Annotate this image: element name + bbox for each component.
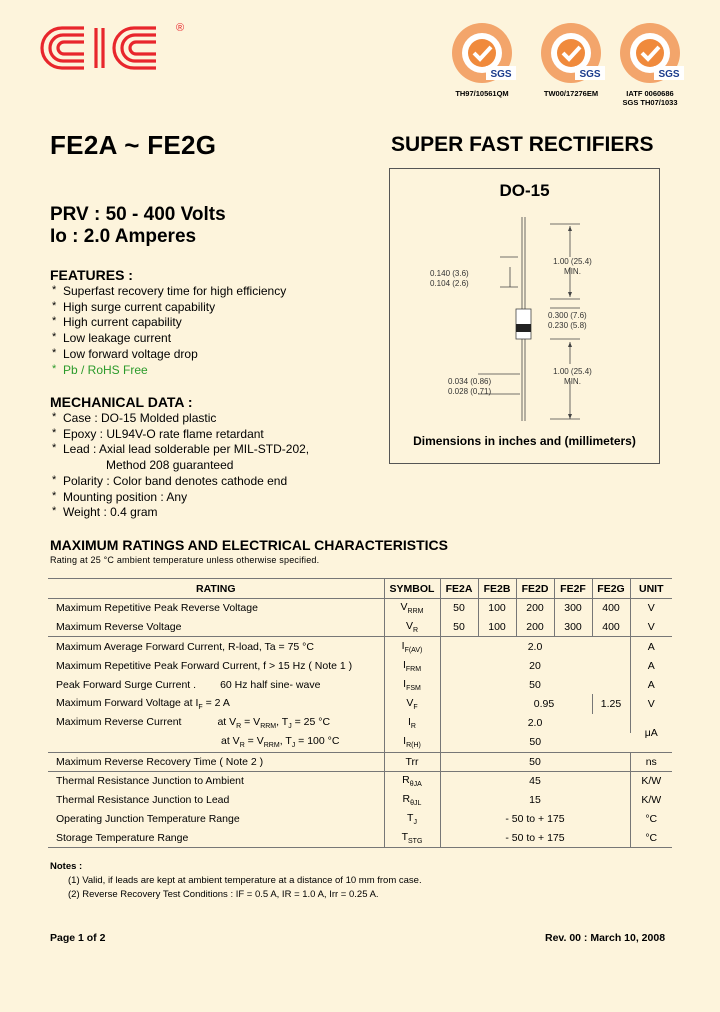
dim-lead-dia: 0.034 (0.86) 0.028 (0.71) <box>448 377 492 396</box>
features-list <box>50 284 286 378</box>
table-row: Peak Forward Surge Current . 60 Hz half sine- wave $I_{FSM}$ 50 A <box>48 675 672 694</box>
product-type-title: SUPER FAST RECTIFIERS <box>391 133 654 156</box>
table-row: Maximum Repetitive Peak Reverse Voltage $V_{RRM}$ 50 100 200 300 400 V <box>48 599 672 618</box>
note-2: (2) Reverse Recovery Test Conditions : IF = 0.5 A, IR = 1.0 A, Irr = 0.25 A. <box>68 889 379 900</box>
ratings-summary <box>50 204 226 248</box>
list-item: * Low leakage current <box>52 331 172 346</box>
package-outline-box <box>389 168 660 464</box>
mechanical-list <box>50 411 309 521</box>
list-item: * Epoxy : UL94V-O rate flame retardant <box>52 426 264 441</box>
note-1: (1) Valid, if leads are kept at ambient temperature at a distance of 10 mm from case. <box>68 875 422 886</box>
table-row: at $V_R = V_{RRM}$, $T_J = 100$ °C $I_{R(H)}$ 50 <box>48 733 672 752</box>
part-number-title: FE2A ~ FE2G <box>50 130 217 160</box>
list-item: * Lead : Axial lead solderable per MIL-STD-202, <box>52 442 310 457</box>
sgs-cert-icon <box>610 20 690 86</box>
table-header-row: RATING SYMBOL FE2A FE2B FE2D FE2F FE2G UNIT <box>48 579 672 599</box>
package-title: DO-15 <box>499 181 550 200</box>
svg-text:SGS: SGS <box>658 69 680 80</box>
registered-mark: ® <box>176 22 185 34</box>
cert-code-3: IATF 0060686 <box>626 89 674 98</box>
list-item: * Polarity : Color band denotes cathode end <box>52 473 288 488</box>
cathode-band <box>516 324 531 332</box>
ratings-subtitle: Rating at 25 °C ambient temperature unless otherwise specified. <box>50 555 320 565</box>
do15-drawing <box>390 169 661 465</box>
dim-lead-len-bot: 1.00 (25.4) MIN. <box>553 367 592 386</box>
table-row: Maximum Reverse Voltage $V_R$ 50 100 200 300 400 V <box>48 618 672 637</box>
list-item: * Case : DO-15 Molded plastic <box>52 411 217 425</box>
notes-heading: Notes : <box>50 861 83 872</box>
cert-badge-1 <box>442 20 537 98</box>
ratings-table <box>48 578 672 848</box>
table-row: Maximum Reverse Current at $V_R = V_{RRM}$, $T_J = 25$ °C $I_R$ 2.0 μA <box>48 714 672 733</box>
notes-block <box>50 860 422 902</box>
list-item: * Superfast recovery time for high efficiency <box>52 284 287 298</box>
list-item: * High current capability <box>52 315 182 330</box>
page-number: Page 1 of 2 <box>50 932 106 944</box>
dim-body-len: 0.300 (7.6) 0.230 (5.8) <box>548 311 587 330</box>
cert-code-2: TW00/17276EM <box>543 89 599 98</box>
sgs-cert-icon <box>531 20 611 86</box>
table-row: Operating Junction Temperature Range $T_J$ - 50 to + 175 °C <box>48 810 672 829</box>
prv-text: PRV : 50 - 400 Volts <box>50 204 226 225</box>
table-row: Thermal Resistance Junction to Lead $R_{\theta JL}$ 15 K/W <box>48 790 672 809</box>
sgs-cert-icon <box>442 20 522 86</box>
list-item: * Mounting position : Any <box>52 489 188 504</box>
table-row: Maximum Repetitive Peak Forward Current, f > 15 Hz ( Note 1 ) $I_{FRM}$ 20 A <box>48 656 672 675</box>
dim-body-dia: 0.140 (3.6) 0.104 (2.6) <box>430 269 469 288</box>
svg-text:SGS: SGS <box>490 69 512 80</box>
list-item: * Low forward voltage drop <box>52 346 198 361</box>
io-text: Io : 2.0 Amperes <box>50 226 197 247</box>
table-row: Maximum Average Forward Current, R-load, Ta = 75 °C $I_{F(AV)}$ 2.0 A <box>48 637 672 656</box>
cert-code-3b: SGS TH07/1033 <box>622 98 678 107</box>
table-row: Maximum Forward Voltage at $I_F = 2$ A $V_F$ 0.95 1.25 V <box>48 694 672 713</box>
table-row: Storage Temperature Range $T_{STG}$ - 50 to + 175 °C <box>48 829 672 848</box>
list-item: Method 208 guaranteed <box>106 458 234 473</box>
list-item: * High surge current capability <box>52 299 216 314</box>
revision-date: Rev. 00 : March 10, 2008 <box>545 932 666 944</box>
ratings-title: MAXIMUM RATINGS AND ELECTRICAL CHARACTERISTICS <box>50 537 448 553</box>
table-row: Thermal Resistance Junction to Ambient $R_{\theta JA}$ 45 K/W <box>48 771 672 790</box>
cert-badge-3 <box>610 20 705 107</box>
cert-code-1: TH97/10561QM <box>455 89 509 98</box>
features-heading: FEATURES : <box>50 267 133 283</box>
mechanical-heading: MECHANICAL DATA : <box>50 394 193 410</box>
svg-text:SGS: SGS <box>579 69 601 80</box>
list-item: * Pb / RoHS Free <box>52 362 148 377</box>
list-item: * Weight : 0.4 gram <box>52 505 158 520</box>
dim-lead-len-top: 1.00 (25.4) MIN. <box>553 257 592 276</box>
table-row: Maximum Reverse Recovery Time ( Note 2 ) Trr 50 ns <box>48 752 672 771</box>
eic-logo <box>38 22 178 74</box>
package-caption: Dimensions in inches and (millimeters) <box>413 434 636 448</box>
